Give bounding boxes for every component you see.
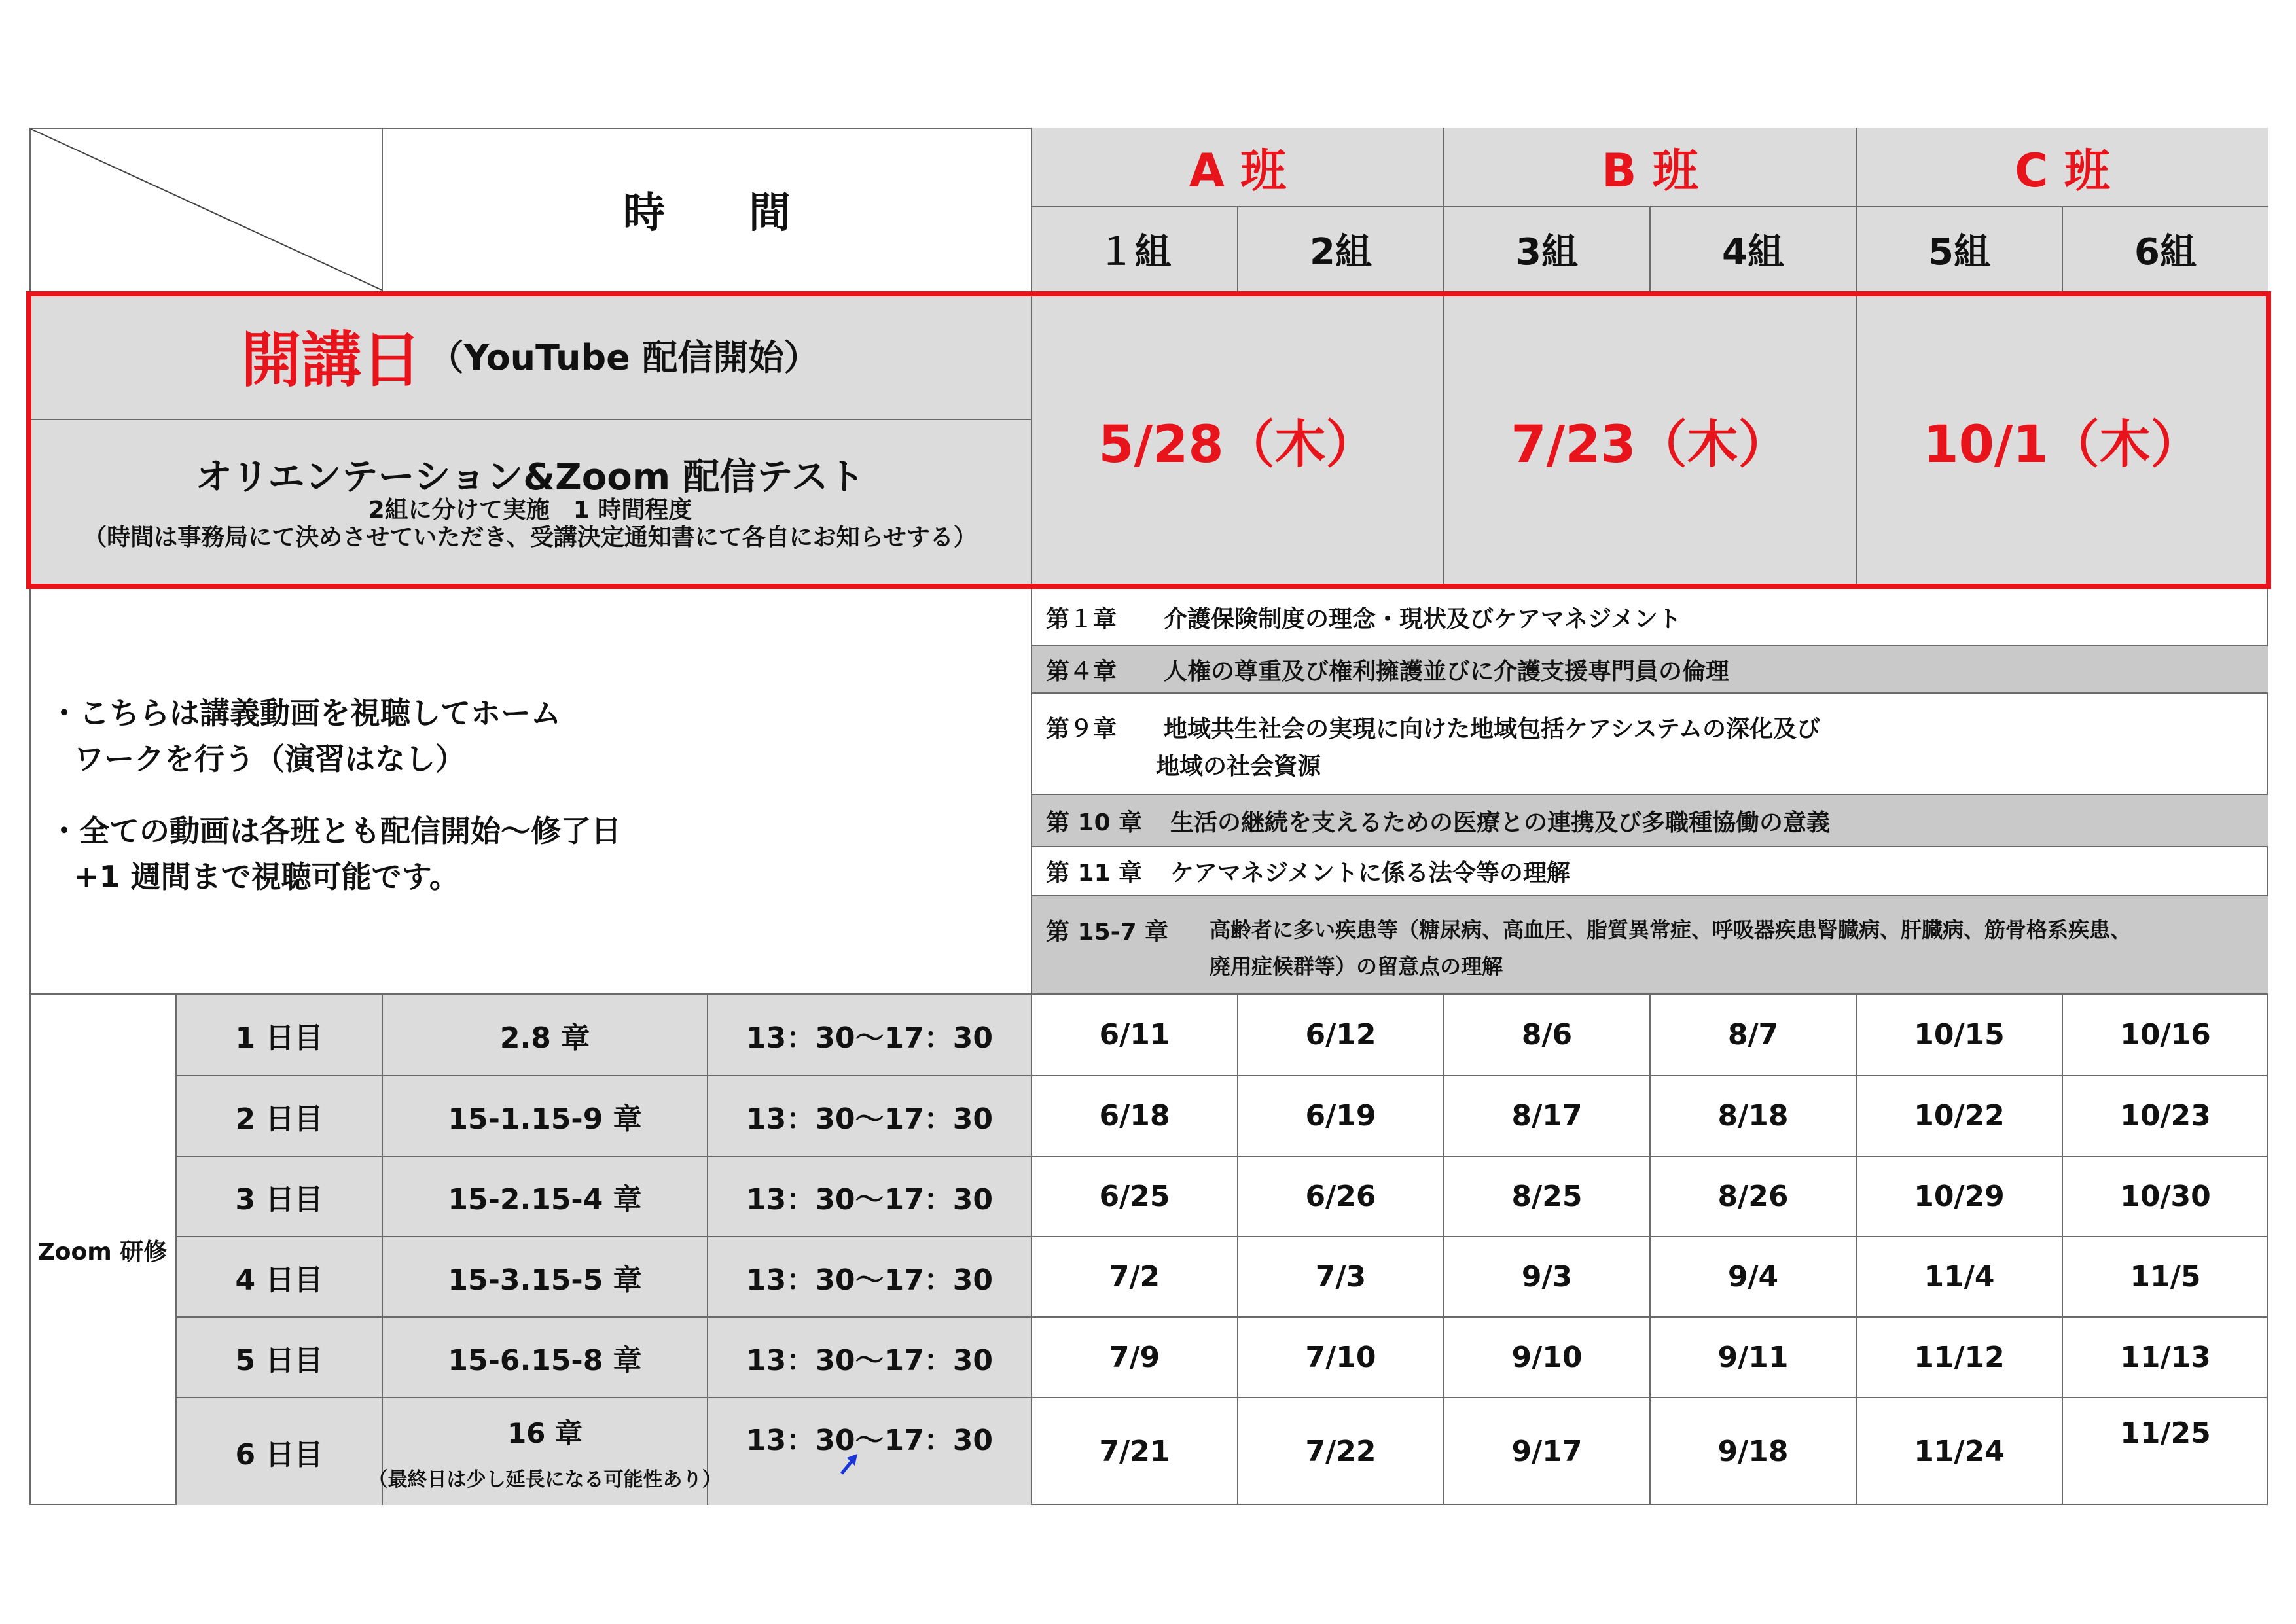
group-b-header: B 班: [1602, 143, 1698, 198]
chapter-label: 第１章: [1046, 605, 1117, 633]
zoom-date-cell: 11/5: [2130, 1260, 2201, 1294]
group-a-header: A 班: [1189, 143, 1287, 198]
zoom-time: 13：30～17：30: [746, 1182, 993, 1216]
zoom-date-cell: 8/18: [1717, 1099, 1789, 1133]
zoom-date-cell: 6/19: [1305, 1099, 1376, 1133]
zoom-date-cell: 11/24: [1914, 1435, 2005, 1468]
chapter-row: [1034, 896, 2265, 993]
chapter-title-cont: 廃用症候群等）の留意点の理解: [1210, 954, 1503, 979]
zoom-chapter: 15-1.15-9 章: [448, 1102, 642, 1136]
zoom-date-cell: 11/4: [1924, 1260, 1995, 1294]
zoom-date-cell: 10/22: [1914, 1099, 2005, 1133]
opening-date-c: 10/1（木）: [1923, 415, 2202, 474]
opening-day-note: （YouTube 配信開始）: [428, 337, 819, 378]
corner-diagonal: [29, 128, 383, 291]
zoom-chapter: 15-3.15-5 章: [448, 1263, 642, 1297]
zoom-time: 13：30～17：30: [746, 1343, 993, 1377]
time-header: 時 間: [623, 189, 791, 238]
chapter-title: 人権の尊重及び権利擁護並びに介護支援専門員の倫理: [1164, 658, 1730, 685]
zoom-day: 4 日目: [235, 1263, 323, 1297]
opening-day-label: 開講日: [241, 325, 422, 395]
note1-line1: ・こちらは講義動画を視聴してホーム: [49, 696, 561, 731]
zoom-date-cell: 10/15: [1914, 1018, 2005, 1051]
note1-line2: ワークを行う（演習はなし）: [74, 741, 465, 777]
chapter-title-cont: 地域の社会資源: [1156, 753, 1321, 780]
group-c-header: C 班: [2015, 143, 2110, 198]
zoom-time: 13：30～17：30: [746, 1102, 993, 1136]
chapter-title: 地域共生社会の実現に向けた地域包括ケアシステムの深化及び: [1164, 716, 1820, 743]
note2-line2: +1 週間まで視聴可能です。: [74, 859, 459, 894]
zoom-label: Zoom 研修: [37, 1238, 168, 1265]
zoom-date-cell: 8/7: [1727, 1018, 1779, 1051]
chapter-row: [1034, 694, 2265, 794]
zoom-chapter-label: 16 章: [507, 1417, 583, 1449]
note2-line1: ・全ての動画は各班とも配信開始～修了日: [49, 813, 621, 849]
chapter-row: [1034, 589, 2265, 645]
opening-highlight-frame: [26, 291, 2271, 589]
orientation-title: オリエンテーション&Zoom 配信テスト: [195, 455, 865, 499]
chapter-title: 介護保険制度の理念・現状及びケアマネジメント: [1164, 605, 1681, 633]
zoom-chapter: 15-2.15-4 章: [448, 1182, 642, 1216]
subgroup-2: 2組: [1310, 231, 1372, 274]
zoom-date-cell: 7/9: [1109, 1341, 1160, 1374]
chapter-label: 第 10 章: [1046, 809, 1143, 836]
chapter-title: 生活の継続を支えるための医療との連携及び多職種協働の意義: [1170, 809, 1831, 836]
zoom-date-cell: 9/4: [1727, 1260, 1779, 1294]
arrow-icon: [838, 1451, 861, 1477]
zoom-date-cell: 10/23: [2120, 1099, 2211, 1133]
zoom-date-cell: 7/21: [1099, 1435, 1170, 1468]
zoom-date-cell: 6/12: [1305, 1018, 1376, 1051]
zoom-date-cell: 11/12: [1914, 1341, 2005, 1374]
zoom-date-cell: 6/26: [1305, 1180, 1376, 1213]
zoom-time: 13：30～17：30: [746, 1263, 993, 1297]
chapter-label: 第 15-7 章: [1046, 919, 1169, 945]
orientation-line1: 2組に分けて実施 1 時間程度: [368, 497, 692, 524]
notes-block: [49, 690, 1018, 900]
zoom-date-cell: 6/11: [1099, 1018, 1170, 1051]
zoom-date-cell: 8/25: [1511, 1180, 1583, 1213]
zoom-day: 2 日目: [235, 1102, 323, 1136]
zoom-date-cell: 10/30: [2120, 1180, 2211, 1213]
zoom-date-cell: 8/17: [1511, 1099, 1583, 1133]
subgroup-6: 6組: [2134, 231, 2197, 274]
zoom-date-cell: 10/29: [1914, 1180, 2005, 1213]
zoom-date-cell: 6/25: [1099, 1180, 1170, 1213]
zoom-chapter-note: （最終日は少し延長になる可能性あり）: [368, 1468, 722, 1491]
chapter-row: [1034, 795, 2265, 846]
zoom-date-cell: 9/18: [1717, 1435, 1789, 1468]
zoom-day: 5 日目: [235, 1343, 323, 1377]
zoom-chapter: [368, 1398, 722, 1505]
zoom-chapter: 15-6.15-8 章: [448, 1343, 642, 1377]
zoom-date-cell: 9/3: [1521, 1260, 1573, 1294]
zoom-date-cell: 7/2: [1109, 1260, 1160, 1294]
chapter-row: [1034, 646, 2265, 692]
zoom-time: 13：30～17：30: [746, 1424, 993, 1457]
subgroup-4: 4組: [1722, 231, 1784, 274]
chapter-label: 第 11 章: [1046, 860, 1143, 887]
chapter-label: 第４章: [1046, 658, 1117, 685]
orientation-line2: （時間は事務局にて決めさせていただき、受講決定通知書にて各自にお知らせする）: [83, 524, 977, 551]
subgroup-5: 5組: [1928, 231, 1990, 274]
opening-date-a: 5/28（木）: [1098, 415, 1377, 474]
zoom-date-cell: 8/6: [1521, 1018, 1573, 1051]
zoom-date-cell: 9/17: [1511, 1435, 1583, 1468]
zoom-date-cell: 7/22: [1305, 1435, 1376, 1468]
zoom-time: 13：30～17：30: [746, 1021, 993, 1055]
zoom-date-cell: 6/18: [1099, 1099, 1170, 1133]
zoom-day: 3 日目: [235, 1182, 323, 1216]
zoom-chapter: 2.8 章: [499, 1021, 590, 1055]
zoom-date-cell: 11/25: [2120, 1417, 2211, 1450]
chapter-title: 高齢者に多い疾患等（糖尿病、高血圧、脂質異常症、呼吸器疾患腎臓病、肝臓病、筋骨格系疾患、: [1210, 917, 2132, 942]
zoom-date-cell: 7/3: [1315, 1260, 1367, 1294]
zoom-date-cell: 10/16: [2120, 1018, 2211, 1051]
zoom-day: 6 日目: [235, 1438, 323, 1472]
zoom-date-cell: 9/10: [1511, 1341, 1583, 1374]
opening-date-b: 7/23（木）: [1511, 415, 1789, 474]
zoom-date-cell: 8/26: [1717, 1180, 1789, 1213]
zoom-date-cell: 11/13: [2120, 1341, 2211, 1374]
zoom-date-cell: 7/10: [1305, 1341, 1376, 1374]
chapter-label: 第９章: [1046, 716, 1117, 743]
subgroup-1: １組: [1098, 231, 1172, 274]
chapter-title: ケアマネジメントに係る法令等の理解: [1170, 860, 1570, 887]
zoom-day: 1 日目: [235, 1021, 323, 1055]
chapter-row: [1034, 847, 2265, 895]
subgroup-3: 3組: [1516, 231, 1578, 274]
zoom-date-cell: 9/11: [1717, 1341, 1789, 1374]
